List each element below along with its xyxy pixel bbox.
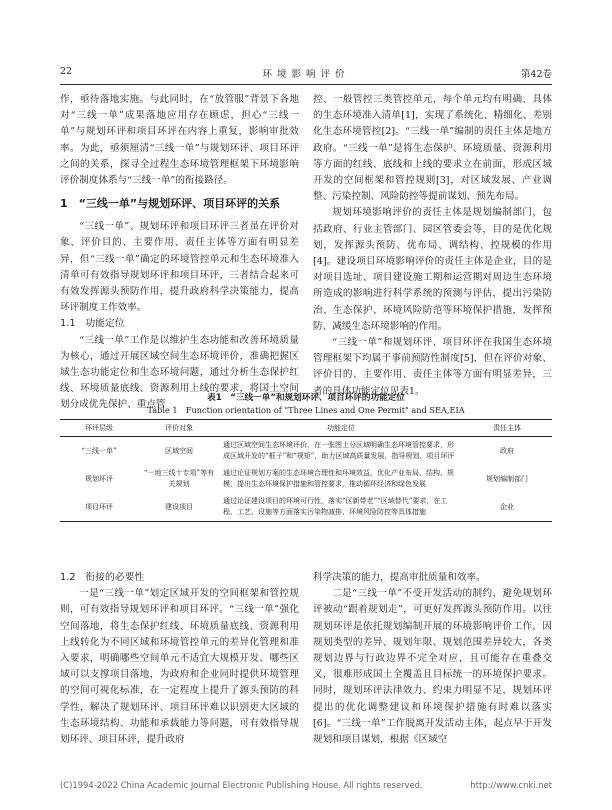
paragraph: 科学决策的能力，提高审批质量和效率。 [313, 572, 486, 583]
column-right-bottom [313, 570, 552, 748]
cell-object: 区域空间 [165, 446, 193, 455]
cell-function: 通过论证建设项目的环境可行性，落实“区新带老”“区域替代”要求，在工程、工艺、设施等方面落实污染物减排、环境风险防控等具体措施 [220, 493, 462, 522]
column-left-bottom [60, 570, 299, 748]
journal-title: 环境影响评价 [262, 69, 350, 80]
table-header-row [60, 420, 552, 437]
column-right-top [313, 92, 552, 400]
page-header [60, 66, 552, 82]
table-caption-zh: 表1 “三线一单”和规划环评、项目环评的功能定位 [207, 393, 405, 403]
paragraph: “三线一单”和规划环评、项目环评在我国生态环境管理框架下均属于事前预防性制度[5]，但在评价对象、评价目的、主要作用、责任主体等方面有明显差异，三者的具体功能定位见表1。 [313, 337, 552, 397]
header-cell: 责任主体 [462, 420, 552, 437]
table-row [60, 465, 552, 493]
paragraph: 二是“三线一单”不受开发活动的制约，避免规划环评被动“跟着规划走”，可更好发挥源头预防作用。以往规划环评是依托规划编制开展的环境影响评价工作，因规划类型的差异、规划年限、规划范围差异较大，各类规划边界与行政边界不完全对应，且可能存在重叠交叉，很难形成国土全覆盖且目标统一的环境保护要求。同时，规划环评法律效力、约束力明显不足，规划环评提出的优化调整建议和环境保护措施有时难以落实[6]。“三线一单”工作脱离开发活动主体，起点早于开发规划和项目谋划，根据《区域空 [313, 588, 552, 746]
header-cell: 评价对象 [138, 420, 220, 437]
cell-level: “三线一单” [81, 446, 117, 455]
cell-function: 通过区域空间生态环境评价，在一张图上分区域明确生态环境管控要求，形成区域开发的“框子”和“规矩”，助力区域高质量发展，指导规划、项目环评 [223, 441, 455, 460]
cell-subject: 规划编制部门 [486, 474, 528, 483]
header-rule [60, 84, 552, 85]
paragraph: 控、一般管控三类管控单元，每个单元均有明确、具体的生态环境准入清单[1]，实现了系统化、精细化、差别化生态环境管控[2]。“三线一单”编制的责任主体是地方政府。“三线一单”是将生态保护、环境质量、资源利用等方面的红线、底线和上线的要求立在前面，形成区域开发的空间框架和管控规则[3]，对区域发展、产业调整、污染控制、风险防控等提前谋划、预先布局。 [313, 94, 552, 203]
cnki-link[interactable]: http://www.cnki.net [470, 780, 552, 790]
cell-function: 通过论证规划方案的生态环境合理性和环境效益，优化产业布局、结构、规模，提出生态环境保护措施和管控要求，推动循环经济和绿色发展 [223, 469, 454, 488]
cell-level: 项目环评 [60, 493, 138, 522]
volume-label: 第42卷 [520, 69, 552, 80]
table-row [60, 493, 552, 522]
paragraph: 一是“三线一单”划定区域开发的空间框架和管控规则，可有效指导规划环评和项目环评。“三线一单”强化空间落地，将生态保护红线、环境质量底线、资源利用上线转化为不同区域和环境管控单元的差异化管理和准入要求，明确哪些空间单元不适宜大规模开发、哪些区域可以支撑项目落地，为政府和企业同时提供环境管理的空间可视化标准，在一定程度上提升了源头预防的科学性，解决了规划环评、项目环评难以识别更大区域的生态环境结构、功能和承载能力等问题，可有效指导规划环评、项目环评，提升政府 [60, 588, 299, 746]
cell-level: 规划环评 [85, 474, 113, 483]
cell-object: “一地三线十专项”等有关规划 [143, 469, 215, 488]
subsection-heading-1-2: 1.2 衔接的必要性 [60, 572, 145, 583]
cell-subject: 政府 [500, 446, 514, 455]
table-caption-en: Table 1 Function orientation of "Three Lines and One Permit" and SEA,EIA [147, 405, 465, 415]
column-left-top [60, 92, 299, 414]
header-cell: 环评层级 [60, 420, 138, 437]
table-row [60, 437, 552, 466]
page-number: 22 [60, 66, 73, 77]
paragraph: 作，亟待落地实施。与此同时，在“放管服”背景下各地对“三线一单”成果落地应用存在顾虑，担心“三线一单”与规划环评和项目环评在内容上重复，影响审批效率。为此，亟须厘清“三线一单”与规划环评、项目环评之间的关系，探寻全过程生态环境管理框架下环境影响评价制度体系与“三线一单”的衔接路径。 [60, 94, 299, 187]
cell-object: 建设项目 [138, 493, 220, 522]
cell-subject: 企业 [462, 493, 552, 522]
paragraph: “三线一单”、规划环评和项目环评三者虽在评价对象、评价目的、主要作用、责任主体等方面有明显差异，但“三线一单”确定的环境管控单元和生态环境准入清单可有效指导规划环评和项目环评，三者结合起来可有效发挥源头预防作用，提升政府科学决策能力，提高环评制度工作效率。 [60, 221, 299, 314]
paragraph: 规划环境影响评价的责任主体是规划编制部门，包括政府、行业主管部门、园区管委会等，目的是优化规划，发挥源头预防、优布局、调结构、控规模的作用[4]。建设项目环境影响评价的责任主体是企业，目的是对项目选址、项目建设施工期和运营期对周边生态环境所造成的影响进行科学系统的预测与评估，提出污染防治、生态保护、环境风险防范等环境保护措施，发挥预防、减缓生态环境影响的作用。 [313, 207, 552, 332]
paragraph: “三线一单”工作是以维护生态功能和改善环境质量为核心，通过开展区域空间生态环境评价，准确把握区域生态功能定位和生态环境问题，通过分析生态保护红线、环境质量底线、资源利用上线的要求，将国土空间划分成优先保护、重点管 [60, 334, 299, 411]
section-heading-1: 1 “三线一单”与规划环评、项目环评的关系 [60, 197, 281, 211]
copyright-text: (C)1994-2022 China Academic Journal Electronic Publishing House. All rights reserved. [60, 780, 423, 790]
header-cell: 功能定位 [220, 420, 462, 437]
function-table [60, 419, 552, 522]
subsection-heading-1-1: 1.1 功能定位 [60, 318, 125, 330]
